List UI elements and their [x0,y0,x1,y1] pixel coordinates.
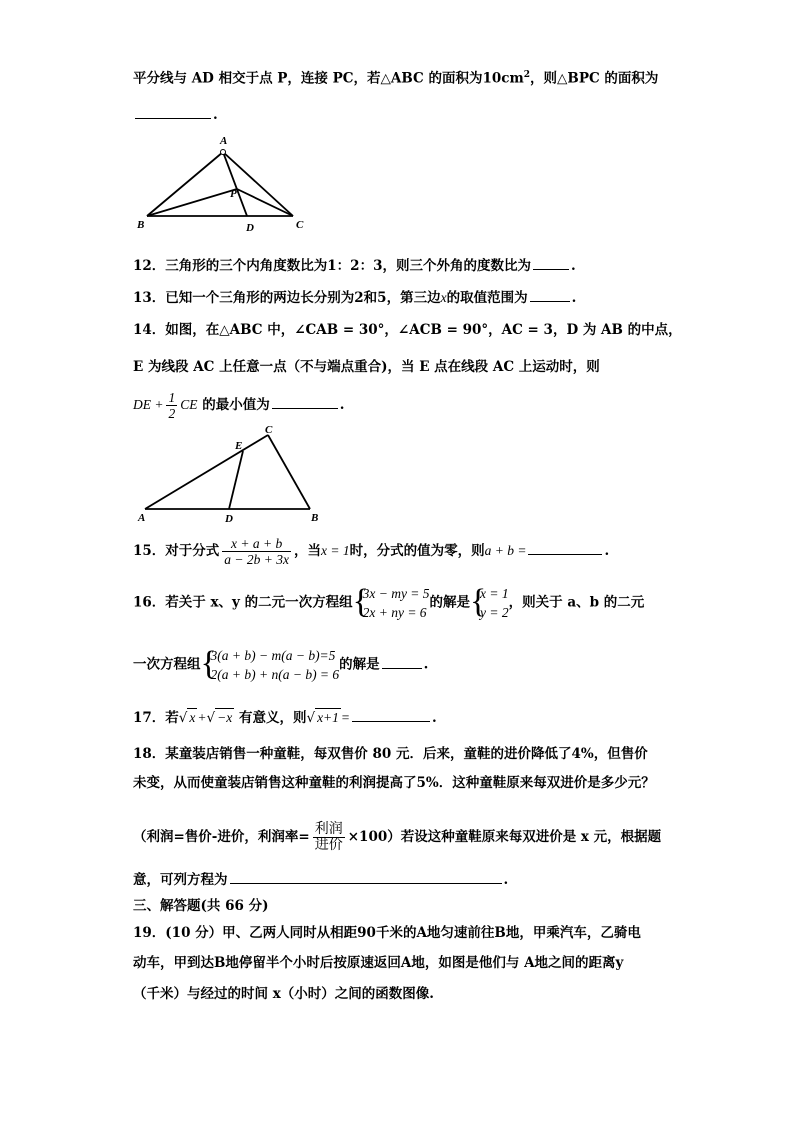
section-title: 三、解答题(共 66 分) [133,898,269,914]
label-a: A [138,512,146,524]
sqrt-icon: √ [306,710,316,726]
answer-blank[interactable] [530,287,570,302]
q11-line1: 平分线与 AD 相交于点 P，连接 PC，若△ABC 的面积为$10cm^2$，则△BPC 的面积为 [133,70,659,87]
q15: 15．对于分式 $\frac{x + a + b}{a - 2b + 3x}$ ，当x = 1时，分式的值为零，则a + b = . [133,536,610,567]
fraction-expression: $\frac{x + a + b}{a - 2b + 3x}$ [224,536,290,567]
answer-blank[interactable] [352,707,430,722]
label-c: C [296,219,304,231]
side-ac [223,152,293,216]
label-b: B [137,219,145,231]
q16-line1: 16．若关于 x、y 的二元一次方程组 { 3x − my = 5 2x + ny = 6 的解是 { x = 1 y = 2 ，则关于 a、b 的二元 [133,583,645,620]
label-p: P [230,188,237,200]
vertex-a-marker [221,150,226,155]
segment-bp [147,189,237,216]
q19-line2: 动车，甲到达B地停留半个小时后按原速返回A地，如图是他们与 A地之间的距离y [133,955,624,971]
q13: 13．已知一个三角形的两边长分别为2和5，第三边x的取值范围为 . [133,287,576,307]
q18-line1: 18．某童装店销售一种童鞋，每双售价 80 元．后来，童鞋的进价降低了4%，但售价 [133,746,648,762]
q12: 12．三角形的三个内角度数比为1：2：3，则三个外角的度数比为 . [133,255,576,275]
answer-blank[interactable] [230,869,502,884]
q18-line4: 意，可列方程为 . [133,869,508,889]
q18-line3: （利润=售价-进价，利润率= $\frac{\text{利润}}{\text{进价}}$ ×100）若设这种童鞋原来每双进价是 x 元，根据题 [133,822,662,853]
answer-blank[interactable] [382,654,422,669]
q11-answer-line: . [133,104,218,124]
label-d: D [246,222,254,232]
side-ac [145,435,268,509]
q19-line3: （千米）与经过的时间 x（小时）之间的函数图像. [133,986,434,1002]
label-b: B [311,512,319,524]
sqrt-icon: √ [178,710,188,726]
fraction-profit-rate: $\frac{\text{利润}}{\text{进价}}$ [314,822,343,853]
side-cb [268,435,310,509]
answer-blank[interactable] [533,255,569,270]
q14-line2: E 为线段 AC 上任意一点（不与端点重合)，当 E 点在线段 AC 上运动时，则 [133,359,600,375]
answer-blank[interactable] [272,394,338,409]
segment-ed [229,451,243,509]
label-a: A [220,135,228,147]
sqrt-icon: √ [206,710,216,726]
q14-line3: DE + $\frac{1}{2}$ CE 的最小值为 . [133,390,345,421]
triangle-abc-figure-2 [135,424,325,526]
label-d: D [225,513,233,525]
label-c: C [265,424,273,436]
answer-blank[interactable] [528,540,602,555]
solution-system: { x = 1 y = 2 [470,583,509,620]
equation-system-2: { 3(a + b) − m(a − b)=5 2(a + b) + n(a − b) = 6 [200,645,340,682]
fraction-one-half: $\frac{1}{2}$ [168,390,176,421]
q19-line1: 19．(10 分）甲、乙两人同时从相距90千米的A地匀速前往B地，甲乘汽车，乙骑电 [133,925,641,941]
label-e: E [235,440,243,452]
q17: 17．若√ x +√ −x 有意义，则√ x+1 = . [133,707,437,727]
triangle-abc-figure-1 [135,132,310,232]
side-ab [147,152,223,216]
equation-system-1: { 3x − my = 5 2x + ny = 6 [352,583,430,620]
answer-blank[interactable] [135,104,211,119]
segment-ad [223,152,247,216]
q14-line1: 14．如图，在△ABC 中，∠CAB = 30°，∠ACB = 90°，AC = 3，D 为 AB 的中点， [133,322,682,338]
q16-line2: 一次方程组 { 3(a + b) − m(a − b)=5 2(a + b) + n(a − b) = 6 的解是 . [133,645,429,682]
q18-line2: 未变，从而使童装店销售这种童鞋的利润提高了5%．这种童鞋原来每双进价是多少元？ [133,775,655,791]
